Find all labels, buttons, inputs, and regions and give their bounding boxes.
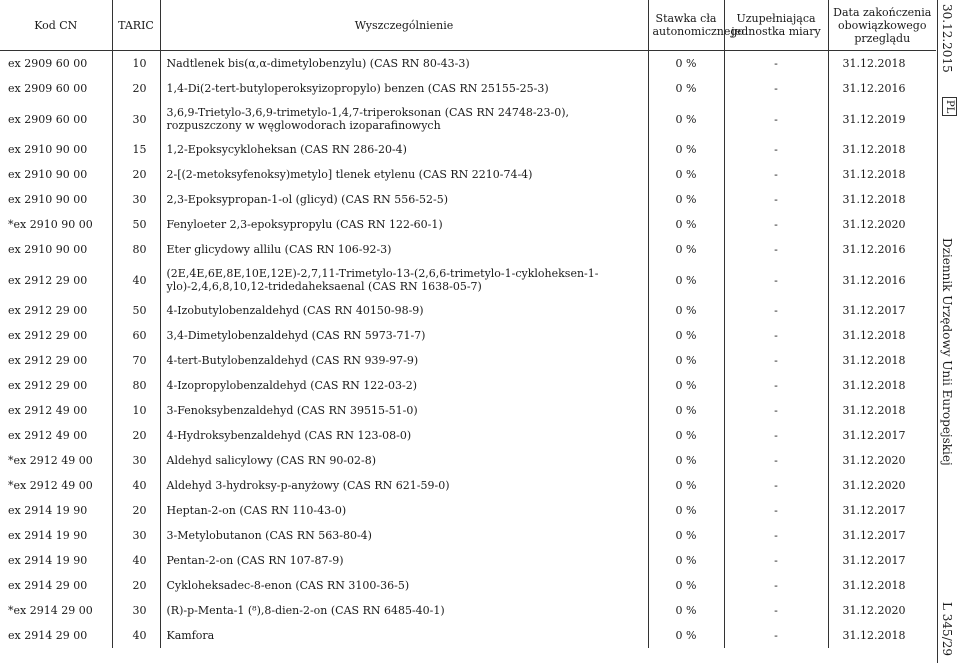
duty-rate: 0 % (648, 162, 724, 187)
table-row (0, 212, 936, 237)
cn-code: *ex 2910 90 00 (8, 218, 93, 231)
review-date: 31.12.2016 (828, 76, 936, 101)
header-description: Wyszczególnienie (160, 0, 648, 51)
cn-code: ex 2914 19 90 (8, 554, 88, 567)
table-row (0, 187, 936, 212)
supplementary-unit: - (724, 212, 828, 237)
taric-code: 60 (112, 323, 160, 348)
duty-rate: 0 % (648, 598, 724, 623)
supplementary-unit: - (724, 298, 828, 323)
table-row (0, 262, 936, 298)
description: 3-Metylobutanon (CAS RN 563-80-4) (160, 523, 648, 548)
table-body (0, 51, 936, 649)
cn-code: ex 2914 29 00 (8, 629, 88, 642)
cn-code: ex 2912 49 00 (8, 404, 88, 417)
description: Eter glicydowy allilu (CAS RN 106-92-3) (160, 237, 648, 262)
cn-code: *ex 2912 49 00 (8, 479, 93, 492)
taric-code: 80 (112, 237, 160, 262)
review-date: 31.12.2016 (828, 237, 936, 262)
supplementary-unit: - (724, 623, 828, 648)
duty-rate: 0 % (648, 573, 724, 598)
review-date: 31.12.2016 (828, 262, 936, 298)
header-taric: TARIC (112, 0, 160, 51)
taric-code: 40 (112, 473, 160, 498)
review-date: 31.12.2018 (828, 162, 936, 187)
description: Pentan-2-on (CAS RN 107-87-9) (160, 548, 648, 573)
duty-rate: 0 % (648, 51, 724, 77)
duty-rate: 0 % (648, 237, 724, 262)
taric-code: 30 (112, 598, 160, 623)
taric-code: 20 (112, 498, 160, 523)
supplementary-unit: - (724, 262, 828, 298)
cn-code: ex 2912 29 00 (8, 354, 88, 367)
duty-rate: 0 % (648, 498, 724, 523)
table-row (0, 101, 936, 137)
duty-rate: 0 % (648, 298, 724, 323)
table-row (0, 548, 936, 573)
taric-code: 30 (112, 101, 160, 137)
cn-code: ex 2912 29 00 (8, 273, 88, 287)
duty-rate: 0 % (648, 262, 724, 298)
table-row (0, 523, 936, 548)
duty-rate: 0 % (648, 373, 724, 398)
table-row (0, 298, 936, 323)
duty-rate: 0 % (648, 623, 724, 648)
table-row (0, 348, 936, 373)
supplementary-unit: - (724, 523, 828, 548)
review-date: 31.12.2020 (828, 473, 936, 498)
review-date: 31.12.2018 (828, 348, 936, 373)
review-date: 31.12.2018 (828, 51, 936, 77)
header-review-date: Data zakończenia obowiązkowego przeglądu (828, 0, 936, 51)
duty-rate: 0 % (648, 548, 724, 573)
taric-code: 30 (112, 448, 160, 473)
supplementary-unit: - (724, 448, 828, 473)
cn-code: ex 2914 29 00 (8, 579, 88, 592)
description: (R)-p-Menta-1 (⁸),8-dien-2-on (CAS RN 6485-40-1) (160, 598, 648, 623)
duty-rate: 0 % (648, 473, 724, 498)
duty-rate: 0 % (648, 348, 724, 373)
table-row (0, 398, 936, 423)
review-date: 31.12.2018 (828, 187, 936, 212)
margin-date: 30.12.2015 (940, 4, 954, 73)
table-row (0, 623, 936, 648)
review-date: 31.12.2020 (828, 598, 936, 623)
supplementary-unit: - (724, 573, 828, 598)
review-date: 31.12.2017 (828, 423, 936, 448)
cn-code: ex 2909 60 00 (8, 112, 88, 126)
table-row (0, 448, 936, 473)
table-row (0, 162, 936, 187)
review-date: 31.12.2017 (828, 498, 936, 523)
taric-code: 70 (112, 348, 160, 373)
page-margin (937, 0, 960, 663)
review-date: 31.12.2017 (828, 298, 936, 323)
cn-code: ex 2912 29 00 (8, 329, 88, 342)
supplementary-unit: - (724, 323, 828, 348)
review-date: 31.12.2018 (828, 323, 936, 348)
taric-code: 40 (112, 262, 160, 298)
table-header-row (0, 0, 936, 51)
cn-code: ex 2910 90 00 (8, 243, 88, 256)
header-cn: Kod CN (0, 0, 112, 51)
review-date: 31.12.2017 (828, 523, 936, 548)
duty-rate: 0 % (648, 76, 724, 101)
table-row (0, 373, 936, 398)
taric-code: 15 (112, 137, 160, 162)
review-date: 31.12.2018 (828, 373, 936, 398)
description: Aldehyd salicylowy (CAS RN 90-02-8) (160, 448, 648, 473)
header-unit: Uzupełniająca jednostka miary (724, 0, 828, 51)
margin-page-number: L 345/29 (940, 602, 954, 656)
taric-code: 40 (112, 548, 160, 573)
duty-rate: 0 % (648, 187, 724, 212)
duty-rate: 0 % (648, 137, 724, 162)
cn-code: ex 2912 49 00 (8, 429, 88, 442)
taric-code: 30 (112, 187, 160, 212)
table-row (0, 51, 936, 77)
supplementary-unit: - (724, 348, 828, 373)
taric-code: 10 (112, 398, 160, 423)
supplementary-unit: - (724, 162, 828, 187)
cn-code: *ex 2914 29 00 (8, 604, 93, 617)
description: 2,3-Epoksypropan-1-ol (glicyd) (CAS RN 556-52-5) (160, 187, 648, 212)
review-date: 31.12.2020 (828, 448, 936, 473)
cn-code: ex 2914 19 90 (8, 529, 88, 542)
margin-journal-title: Dziennik Urzędowy Unii Europejskiej (940, 238, 954, 466)
duty-rate: 0 % (648, 212, 724, 237)
duty-rate: 0 % (648, 101, 724, 137)
supplementary-unit: - (724, 373, 828, 398)
description: 3,6,9-Trietylo-3,6,9-trimetylo-1,4,7-triperoksonan (CAS RN 24748-23-0), rozpuszczony w węglowodorach izoparafinowych (160, 101, 648, 137)
supplementary-unit: - (724, 548, 828, 573)
supplementary-unit: - (724, 237, 828, 262)
supplementary-unit: - (724, 423, 828, 448)
description: 2-[(2-metoksyfenoksy)metylo] tlenek etylenu (CAS RN 2210-74-4) (160, 162, 648, 187)
taric-code: 20 (112, 573, 160, 598)
taric-code: 50 (112, 298, 160, 323)
supplementary-unit: - (724, 137, 828, 162)
description: 4-Izopropylobenzaldehyd (CAS RN 122-03-2) (160, 373, 648, 398)
taric-code: 40 (112, 623, 160, 648)
supplementary-unit: - (724, 398, 828, 423)
description: Nadtlenek bis(α,α-dimetylobenzylu) (CAS RN 80-43-3) (160, 51, 648, 77)
supplementary-unit: - (724, 51, 828, 77)
supplementary-unit: - (724, 598, 828, 623)
taric-code: 80 (112, 373, 160, 398)
duty-rate: 0 % (648, 448, 724, 473)
cn-code: ex 2912 29 00 (8, 379, 88, 392)
cn-code: ex 2910 90 00 (8, 143, 88, 156)
table-row (0, 323, 936, 348)
cn-code: ex 2909 60 00 (8, 57, 88, 70)
table-row (0, 598, 936, 623)
table-row (0, 498, 936, 523)
description: Heptan-2-on (CAS RN 110-43-0) (160, 498, 648, 523)
header-rate: Stawka cła autonomicznego (648, 0, 724, 51)
review-date: 31.12.2018 (828, 623, 936, 648)
cn-code: ex 2912 29 00 (8, 304, 88, 317)
cn-code: ex 2914 19 90 (8, 504, 88, 517)
description: Aldehyd 3-hydroksy-p-anyżowy (CAS RN 621-59-0) (160, 473, 648, 498)
cn-code: ex 2909 60 00 (8, 82, 88, 95)
cn-code: ex 2910 90 00 (8, 193, 88, 206)
description: Cykloheksadec-8-enon (CAS RN 3100-36-5) (160, 573, 648, 598)
table-row (0, 573, 936, 598)
taric-code: 30 (112, 523, 160, 548)
duty-rate: 0 % (648, 323, 724, 348)
supplementary-unit: - (724, 76, 828, 101)
description: 4-tert-Butylobenzaldehyd (CAS RN 939-97-9) (160, 348, 648, 373)
review-date: 31.12.2018 (828, 573, 936, 598)
review-date: 31.12.2017 (828, 548, 936, 573)
description: (2E,4E,6E,8E,10E,12E)-2,7,11-Trimetylo-13-(2,6,6-trimetylo-1-cykloheksen-1-ylo)-2,4,6,8,10,12-tridedaheksaenal (CAS RN 1638-05-7) (160, 262, 648, 298)
supplementary-unit: - (724, 498, 828, 523)
description: Fenyloeter 2,3-epoksypropylu (CAS RN 122-60-1) (160, 212, 648, 237)
duty-rate: 0 % (648, 423, 724, 448)
cn-code: *ex 2912 49 00 (8, 454, 93, 467)
duty-rate: 0 % (648, 523, 724, 548)
duty-rate: 0 % (648, 398, 724, 423)
taric-code: 50 (112, 212, 160, 237)
description: 4-Hydroksybenzaldehyd (CAS RN 123-08-0) (160, 423, 648, 448)
cn-code: ex 2910 90 00 (8, 168, 88, 181)
supplementary-unit: - (724, 187, 828, 212)
review-date: 31.12.2018 (828, 137, 936, 162)
description: 3,4-Dimetylobenzaldehyd (CAS RN 5973-71-7) (160, 323, 648, 348)
review-date: 31.12.2020 (828, 212, 936, 237)
description: 3-Fenoksybenzaldehyd (CAS RN 39515-51-0) (160, 398, 648, 423)
description: 4-Izobutylobenzaldehyd (CAS RN 40150-98-9) (160, 298, 648, 323)
table-row (0, 237, 936, 262)
description: 1,2-Epoksycykloheksan (CAS RN 286-20-4) (160, 137, 648, 162)
taric-code: 10 (112, 51, 160, 77)
table-row (0, 423, 936, 448)
taric-code: 20 (112, 423, 160, 448)
table-row (0, 473, 936, 498)
table-row (0, 137, 936, 162)
supplementary-unit: - (724, 101, 828, 137)
margin-language-badge: PL (942, 97, 957, 116)
review-date: 31.12.2019 (828, 101, 936, 137)
description: 1,4-Di(2-tert-butyloperoksyizopropylo) benzen (CAS RN 25155-25-3) (160, 76, 648, 101)
table-row (0, 76, 936, 101)
review-date: 31.12.2018 (828, 398, 936, 423)
taric-code: 20 (112, 76, 160, 101)
description: Kamfora (160, 623, 648, 648)
supplementary-unit: - (724, 473, 828, 498)
taric-code: 20 (112, 162, 160, 187)
